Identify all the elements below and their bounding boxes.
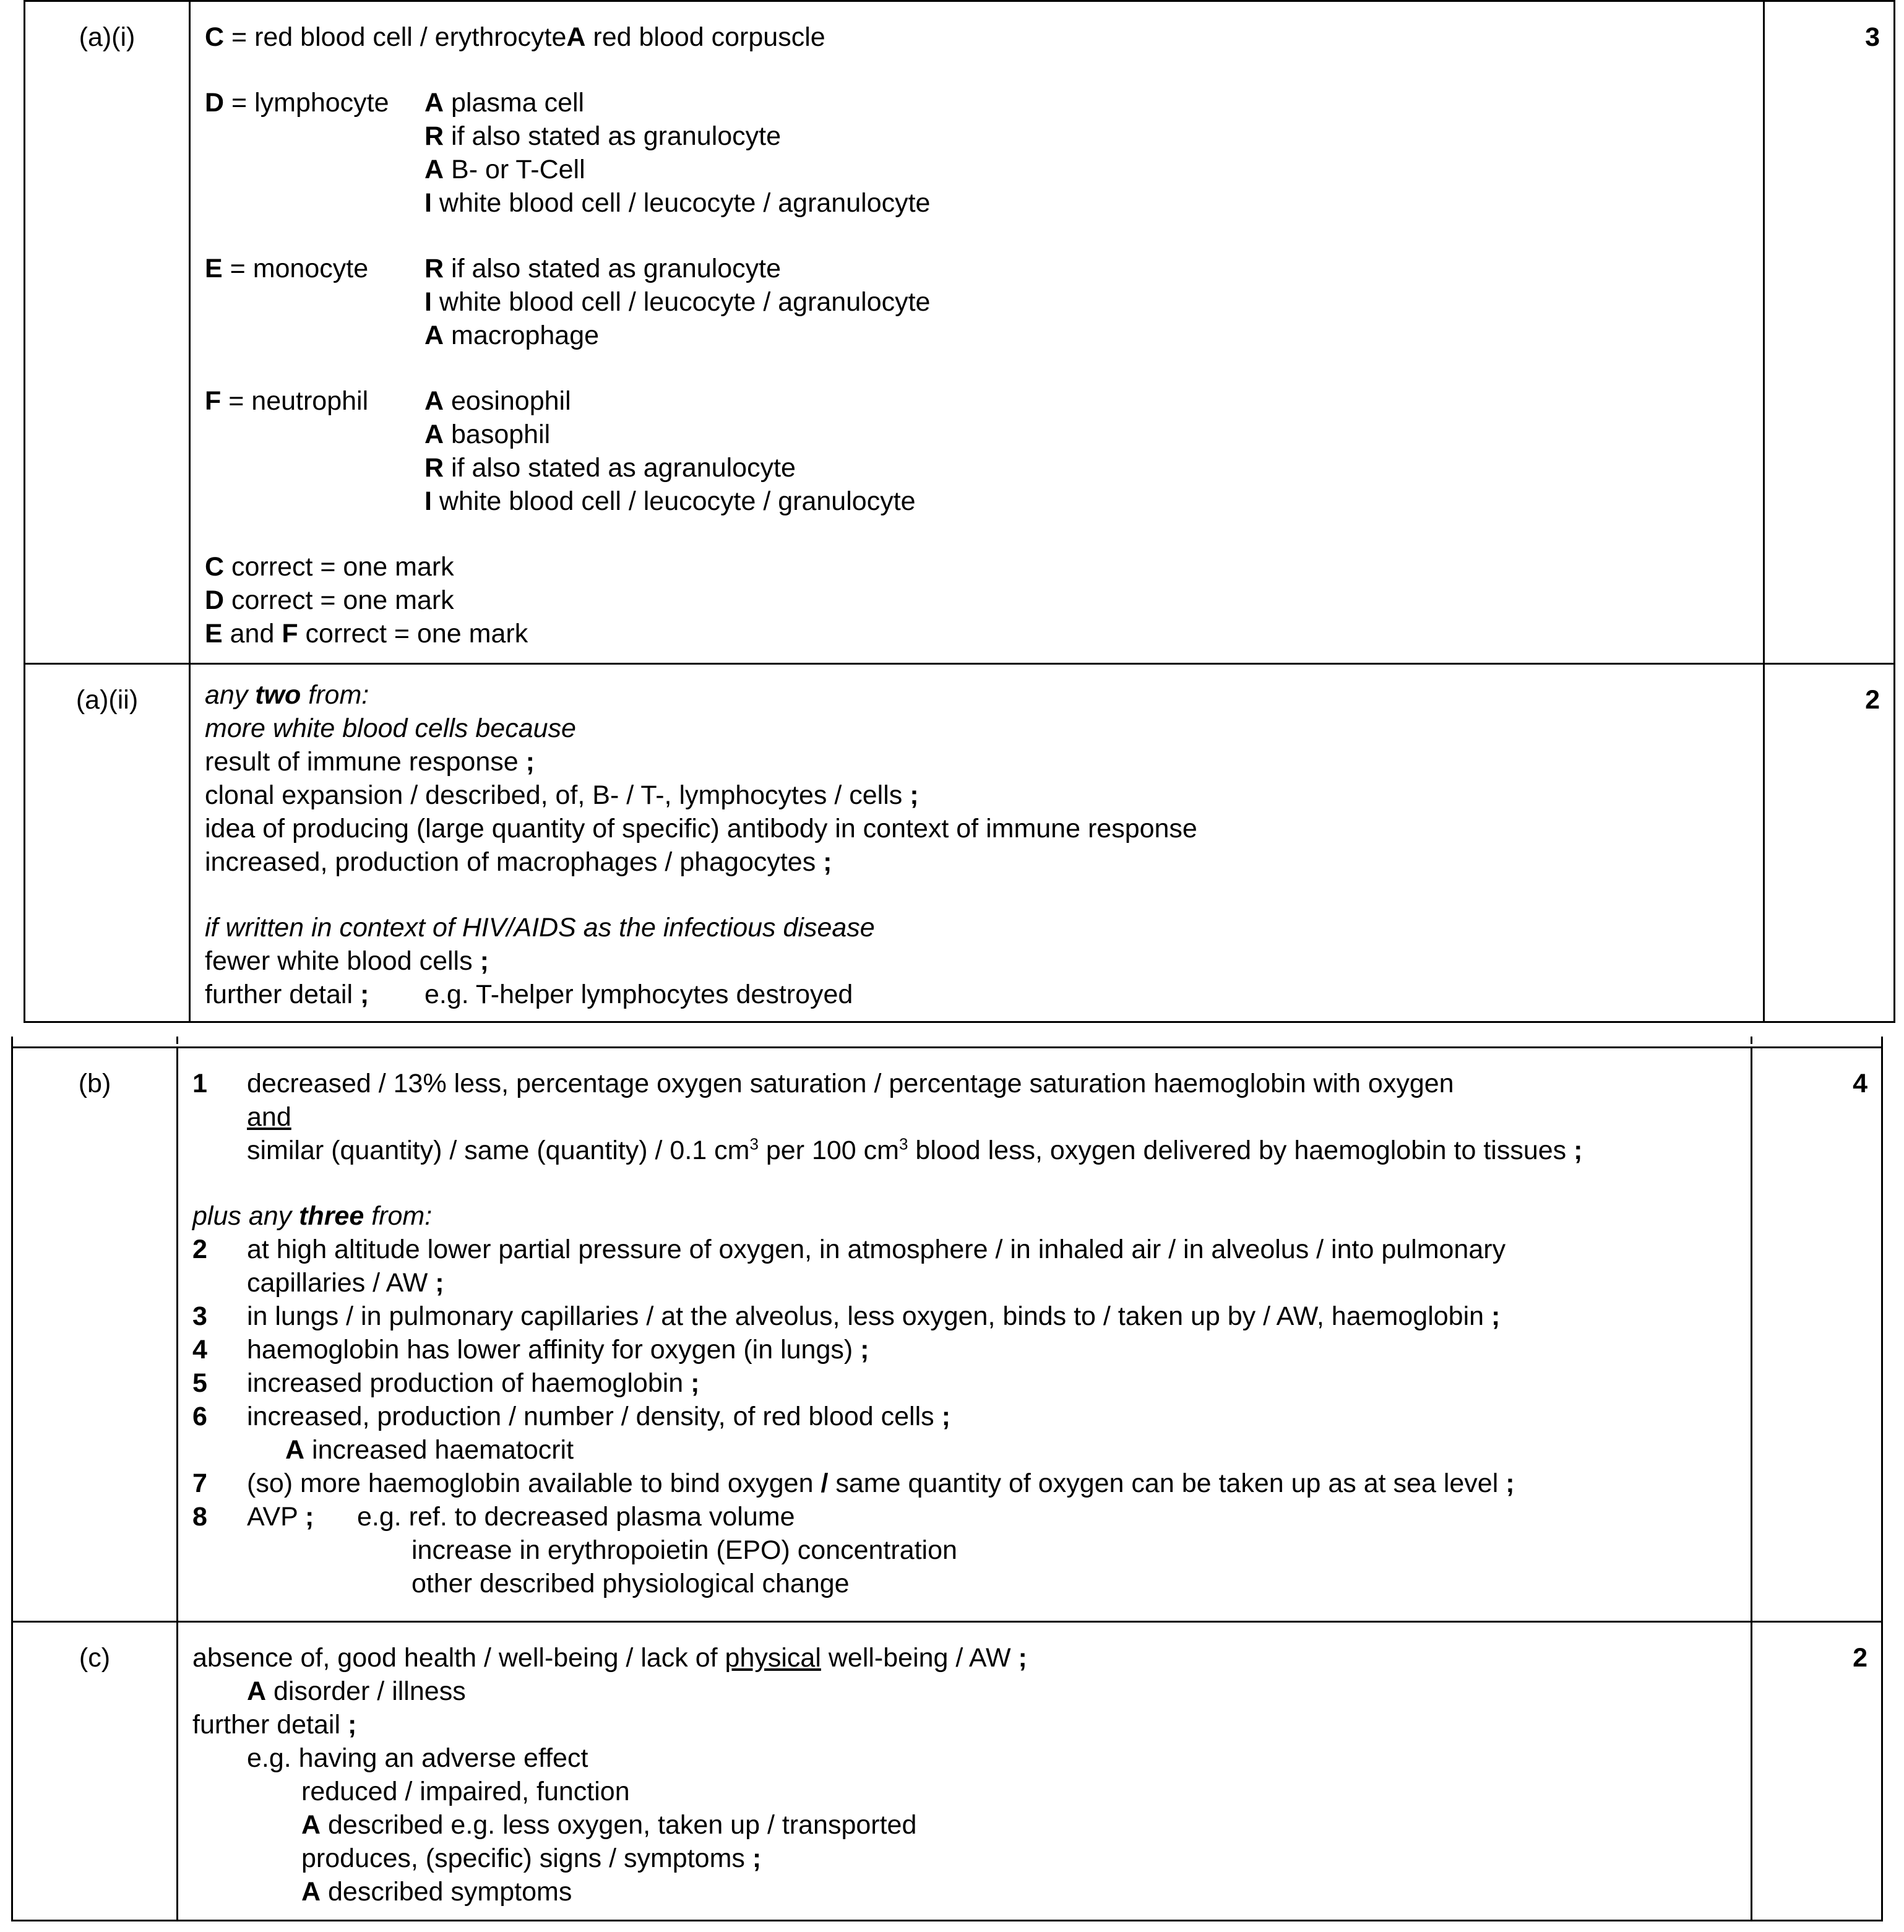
column-divider bbox=[176, 1037, 178, 1044]
question-label: (a)(ii) bbox=[75, 685, 139, 715]
row-b bbox=[13, 1046, 1881, 1623]
question-label: (b) bbox=[78, 1069, 111, 1098]
question-label: (a)(i) bbox=[79, 22, 136, 52]
answer-content: any two from: more white blood cells because result of immune response ; clonal expansion / described, of, B- / T-, lymphocytes / cells ; idea of producing (large quantity of specific) antibody in context of immune response increased, production of macrophages / phagocytes ; if written in context of HIV/AIDS as the infectious disease fewer white blood cells ; further detail ; e.g. T-helper lymphocytes destroyed bbox=[205, 680, 1197, 1009]
answer-content: C = red blood cell / erythrocyteA red blood corpuscle D = lymphocyte A plasma cell R if also stated as granulocyte A B- or T-Cell I white blood cell / leucocyte / agranulocyte E = monocyte R if also stated as granulocyte I white blood cell / leucocyte / agranulocyte A macrophage F = neutrophil A eosinophil A basophil R if also stated as agranulocyte I white blood cell / leucocyte / granulocyte C correct = one mark D correct = one mark E and F correct = one mark bbox=[205, 22, 931, 649]
marks-value: 2 bbox=[1865, 685, 1880, 715]
column-divider bbox=[1751, 1037, 1752, 1044]
answer-content: absence of, good health / well-being / lack of physical well-being / AW ; A disorder / illness further detail ; e.g. having an adverse effect reduced / impaired, function A described e.g. less oxygen, taken up / transported produces, (specific) signs / symptoms ; A described symptoms bbox=[192, 1643, 1027, 1907]
answer-content: 1 decreased / 13% less, percentage oxygen saturation / percentage saturation haemoglobin with oxygen and similar (quantity) / same (quantity) / 0.1 $cm^3$ per 100 $cm^3$ blood less, oxygen delivered by haemoglobin to tissues ; plus any three from: 2 at high altitude lower partial pressure of oxygen, in atmosphere / in inhaled air / in alveolus / into pulmonary capillaries / AW ; 3 in lungs / in pulmonary capillaries / at the alveolus, less oxygen, binds to / taken up by / AW, haemoglobin ; 4 haemoglobin has lower affinity for oxygen (in lungs) ; 5 increased production of haemoglobin ; 6 increased, production / number / density, of red blood cells ; A increased haematocrit 7 (so) more haemoglobin available to bind oxygen / same quantity of oxygen can be taken up as at sea level ; 8 AVP ; e.g. ref. to decreased plasma volume increase in erythropoietin (EPO) concentration other described physiological change bbox=[192, 1069, 1583, 1598]
mark-scheme-table-1 bbox=[24, 0, 1895, 1023]
row-a-ii bbox=[25, 665, 1893, 1021]
marks-value: 3 bbox=[1865, 22, 1880, 52]
row-c bbox=[13, 1623, 1881, 1920]
question-label: (c) bbox=[79, 1643, 111, 1673]
row-a-i bbox=[25, 0, 1893, 665]
marks-value: 4 bbox=[1853, 1069, 1867, 1098]
marks-value: 2 bbox=[1853, 1643, 1867, 1673]
mark-scheme-table-2 bbox=[11, 1037, 1883, 1921]
